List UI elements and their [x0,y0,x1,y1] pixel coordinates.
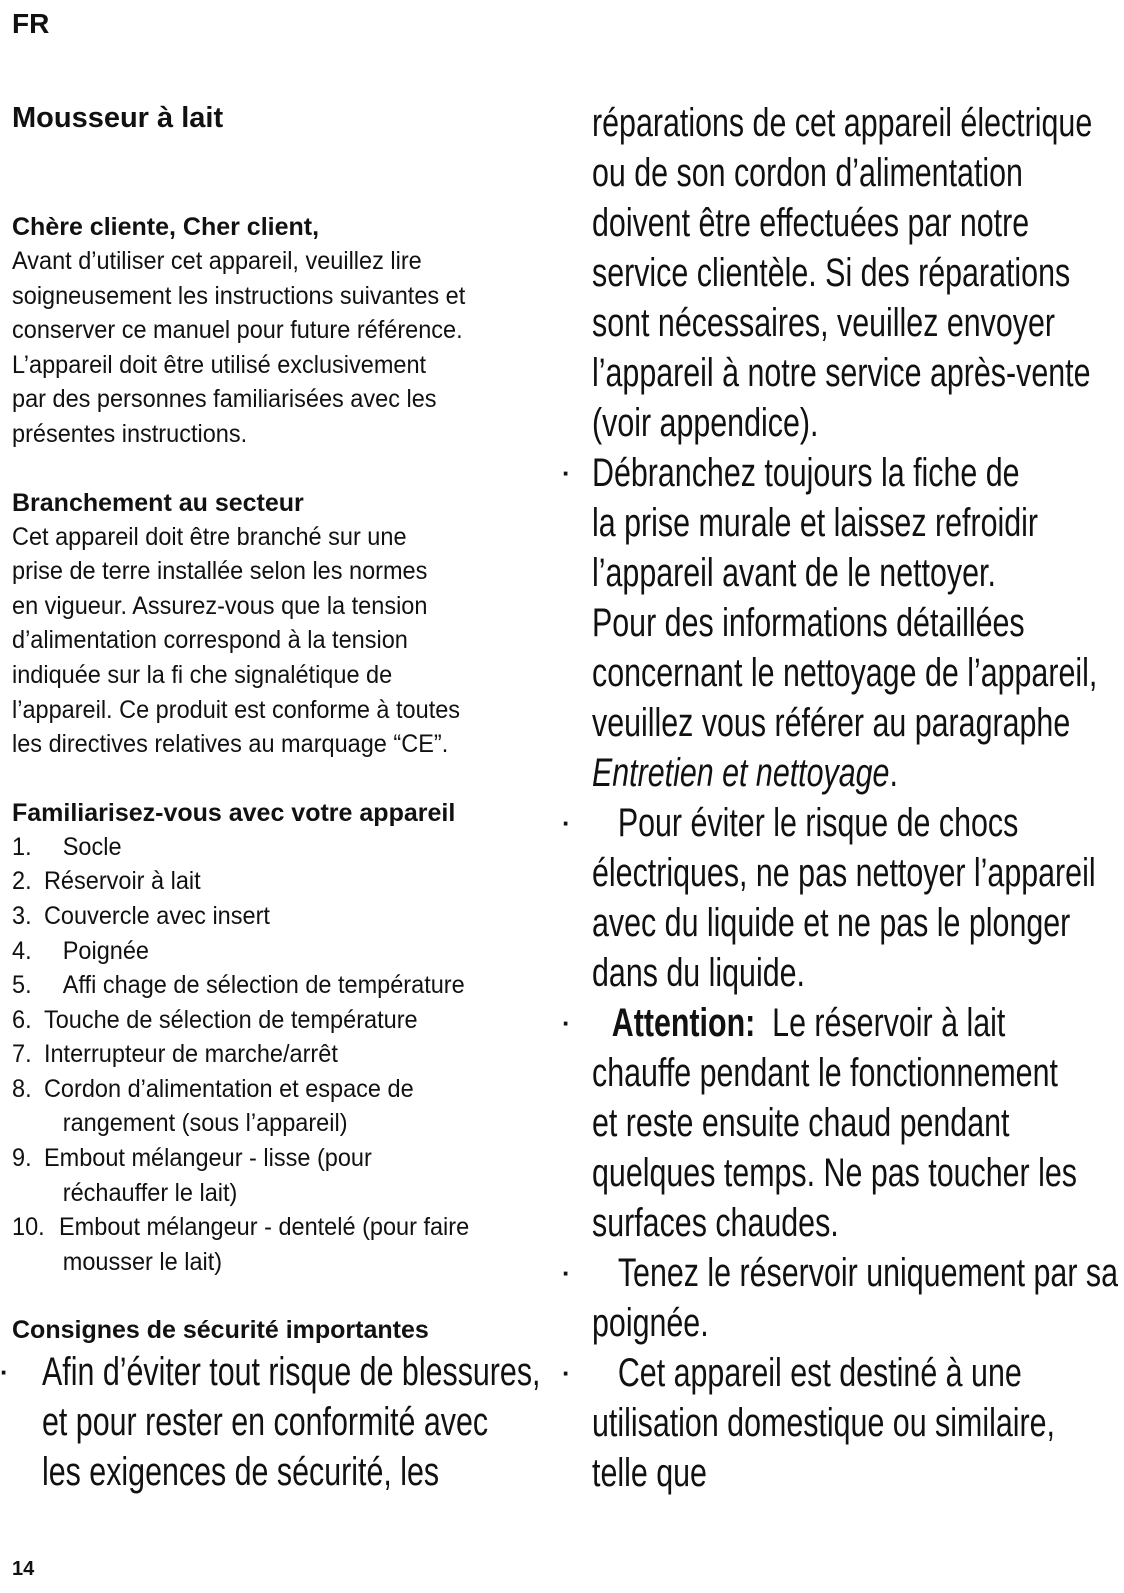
item-label: Socle [62,832,122,861]
text-line: les directives relatives au marquage “CE”. [12,730,449,759]
text-line: L’appareil doit être utilisé exclusivement [12,350,427,379]
page-number: 14 [12,1558,35,1580]
bullet-icon: · [562,1258,571,1288]
safety-bullet-shock [562,798,1117,998]
item-label-continuation: mousser le lait) [62,1247,223,1276]
item-number: 5. [12,971,32,1000]
safety-bullet-attention [562,998,1117,1248]
item-label: Embout mélangeur - dentelé (pour faire [59,1213,470,1242]
item-label: Couvercle avec insert [43,901,270,930]
text-line: (voir appendice). [592,401,819,445]
safety-section [0,1313,552,1497]
item-number: 10. [12,1213,45,1242]
item-label: Affi chage de sélection de température [62,971,465,1000]
list-item [12,1072,550,1107]
text-line: indiquée sur la fi che signalétique de [12,660,393,689]
mains-text [12,520,550,762]
list-item [12,934,550,969]
text-line: concernant le nettoyage de l’appareil, [592,651,1098,695]
attention-text: Le réservoir à lait [772,1001,1006,1045]
text-line: électriques, ne pas nettoyer l’appareil [592,851,1096,895]
list-item [12,1003,550,1038]
item-number: 8. [12,1074,32,1103]
bullet-icon: · [562,1358,571,1388]
item-number: 9. [12,1144,32,1173]
item-number: 4. [12,936,32,965]
list-item-continuation [12,1176,550,1211]
bullet-icon: · [0,1357,9,1388]
text-line: poignée. [592,1301,709,1345]
intro-text [12,244,550,452]
text-line: sont nécessaires, veuillez envoyer [592,301,1055,345]
text-line: réparations de cet appareil électrique [592,101,1093,145]
text-line: Cet appareil est destiné à une [617,1351,1022,1395]
repairs-continuation [562,98,1117,448]
text-line: surfaces chaudes. [592,1201,839,1245]
text-line [592,998,1124,1048]
text-line: en vigueur. Assurez-vous que la tension [12,591,428,620]
text-line: Avant d’utiliser cet appareil, veuillez lire [12,247,422,275]
text-line: ou de son cordon d’alimentation [592,151,1023,195]
text-line: prise de terre installée selon les normes [12,557,428,586]
text-line: Afin d’éviter tout risque de blessures, [42,1350,541,1395]
text-line: Tenez le réservoir uniquement par sa [617,1251,1119,1295]
item-label: Embout mélangeur - lisse (pour [43,1144,372,1173]
text-line: les exigences de sécurité, les [42,1450,440,1495]
left-column [0,96,552,1497]
text-line: telle que [592,1451,707,1495]
text-line [592,748,1119,798]
text-line: avec du liquide et ne pas le plonger [592,901,1071,945]
safety-heading: Consignes de sécurité importantes [12,1316,429,1345]
text-line: et reste ensuite chaud pendant [592,1101,1010,1145]
item-label: Cordon d’alimentation et espace de [43,1074,414,1103]
list-item [12,899,550,934]
safety-bullet-repairs [0,1347,552,1497]
period: . [889,751,898,795]
item-label: Réservoir à lait [43,867,201,896]
text-line: Cet appareil doit être branché sur une [12,522,407,551]
bullet-icon: · [562,808,571,838]
text-line: Pour éviter le risque de chocs [617,801,1019,845]
bullet-icon: · [562,1008,571,1038]
text-line: soigneusement les instructions suivantes et [12,281,466,310]
item-number: 6. [12,1005,32,1034]
text-line: dans du liquide. [592,951,805,995]
text-line: quelques temps. Ne pas toucher les [592,1151,1077,1195]
text-line: chauffe pendant le fonctionnement [592,1051,1058,1095]
parts-section [12,796,552,1280]
text-line: l’appareil à notre service après-vente [592,351,1091,395]
text-line: et pour rester en conformité avec [42,1400,489,1445]
mains-heading: Branchement au secteur [12,488,304,517]
text-line: Pour des informations détaillées [592,601,1025,645]
parts-heading: Familiarisez-vous avec votre appareil [12,798,456,827]
text-line: veuillez vous référer au paragraphe [592,701,1071,745]
item-label-continuation: réchauffer le lait) [62,1178,238,1207]
intro-heading: Chère cliente, Cher client, [12,213,320,241]
safety-bullet-unplug [562,448,1117,798]
text-line: la prise murale et laissez refroidir [592,501,1039,545]
list-item [12,830,550,865]
section-reference: Entretien et nettoyage [592,751,890,795]
attention-label: Attention: [611,1001,756,1045]
intro-section [12,210,552,452]
bullet-icon: · [562,458,571,488]
text-line: l’appareil. Ce produit est conforme à toutes [12,695,461,724]
item-number: 7. [12,1040,32,1069]
mains-section [12,486,552,762]
text-line: conserver ce manuel pour future référence. [12,316,463,345]
item-number: 2. [12,867,32,896]
text-line: par des personnes familiarisées avec les [12,385,437,414]
parts-list [12,830,550,1280]
text-line: utilisation domestique ou similaire, [592,1401,1055,1445]
item-label: Touche de sélection de température [43,1005,418,1034]
list-item [12,1141,550,1176]
safety-bullet-domestic [562,1348,1117,1498]
text-line: doivent être effectuées par notre [592,201,1030,245]
item-label: Interrupteur de marche/arrêt [43,1040,338,1069]
text-line: service clientèle. Si des réparations [592,251,1071,295]
text-line: d’alimentation correspond à la tension [12,626,408,655]
item-label: Poignée [62,936,150,965]
document-title: Mousseur à lait [12,102,224,134]
list-item [12,1210,550,1245]
list-item [12,864,550,899]
list-item-continuation [12,1106,550,1141]
safety-bullet-handle [562,1248,1117,1348]
list-item [12,968,550,1003]
item-number: 3. [12,901,32,930]
right-column [562,98,1117,1498]
item-number: 1. [12,832,32,861]
text-line: l’appareil avant de le nettoyer. [592,551,996,595]
item-label-continuation: rangement (sous l’appareil) [62,1109,348,1138]
text-line: Débranchez toujours la fiche de [592,451,1020,495]
language-tag: FR [12,8,50,39]
list-item-continuation [12,1245,550,1280]
text-line: présentes instructions. [12,419,248,448]
list-item [12,1037,550,1072]
